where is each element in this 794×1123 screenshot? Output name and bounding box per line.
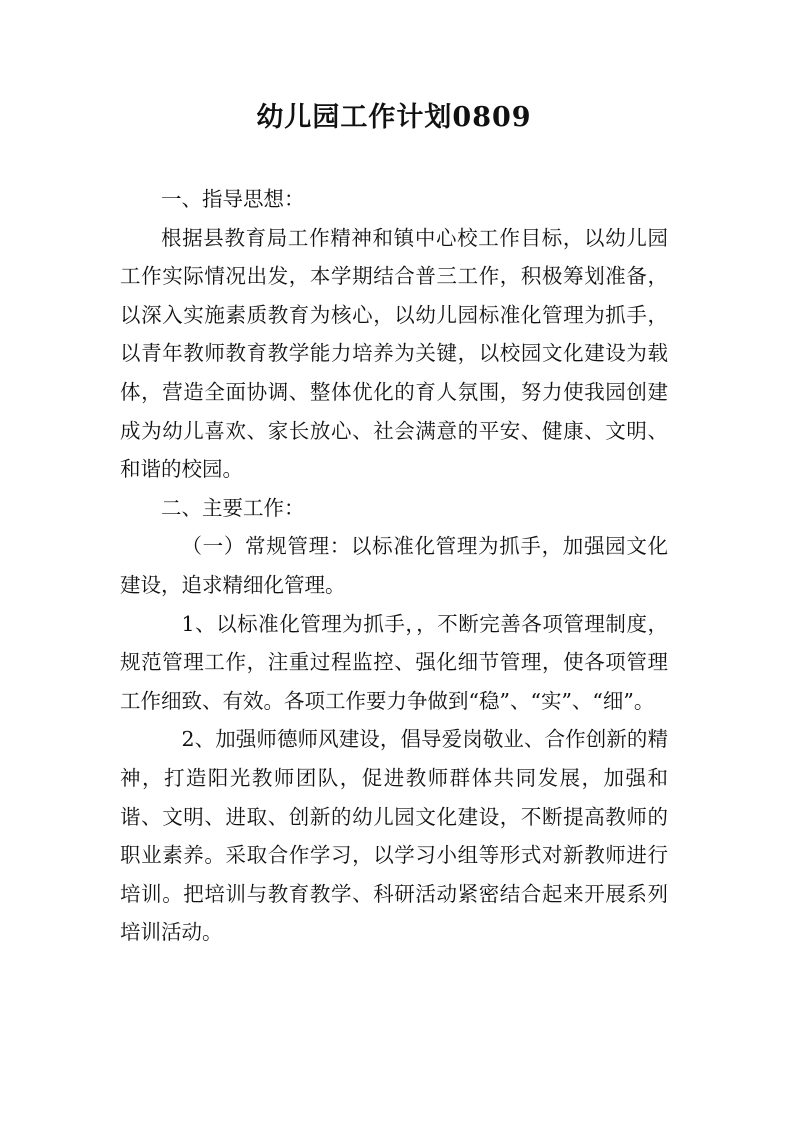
document-content	[120, 180, 668, 952]
list-item-2: 2、加强师德师风建设，倡导爱岗敬业、合作创新的精神，打造阳光教师团队，促进教师群体共同发展，加强和谐、文明、进取、创新的幼儿园文化建设，不断提高教师的职业素养。采取合作学习，以学习小组等形式对新教师进行培训。把培训与教育教学、科研活动紧密结合起来开展系列培训活动。	[120, 727, 668, 945]
paragraph-guiding-ideology: 根据县教育局工作精神和镇中心校工作目标，以幼儿园工作实际情况出发，本学期结合普三工作，积极筹划准备，以深入实施素质教育为核心，以幼儿园标准化管理为抓手，以青年教师教育教学能力培养为关键，以校园文化建设为载体，营造全面协调、整体优化的育人氛围，努力使我园创建成为幼儿喜欢、家长放心、社会满意的平安、健康、文明、和谐的校园。	[120, 225, 668, 482]
subheading-routine-management: （一）常规管理：以标准化管理为抓手，加强园文化建设，追求精细化管理。	[120, 534, 668, 597]
section-heading-guiding-ideology: 一、指导思想：	[161, 187, 305, 211]
document-title: 幼儿园工作计划0809	[256, 102, 532, 133]
list-item-1: 1、以标准化管理为抓手，，不断完善各项管理制度，规范管理工作，注重过程监控、强化细节管理，使各项管理工作细致、有效。各项工作要力争做到“稳”、“实”、“细”。	[120, 611, 668, 713]
section-heading-main-work: 二、主要工作：	[161, 495, 305, 520]
